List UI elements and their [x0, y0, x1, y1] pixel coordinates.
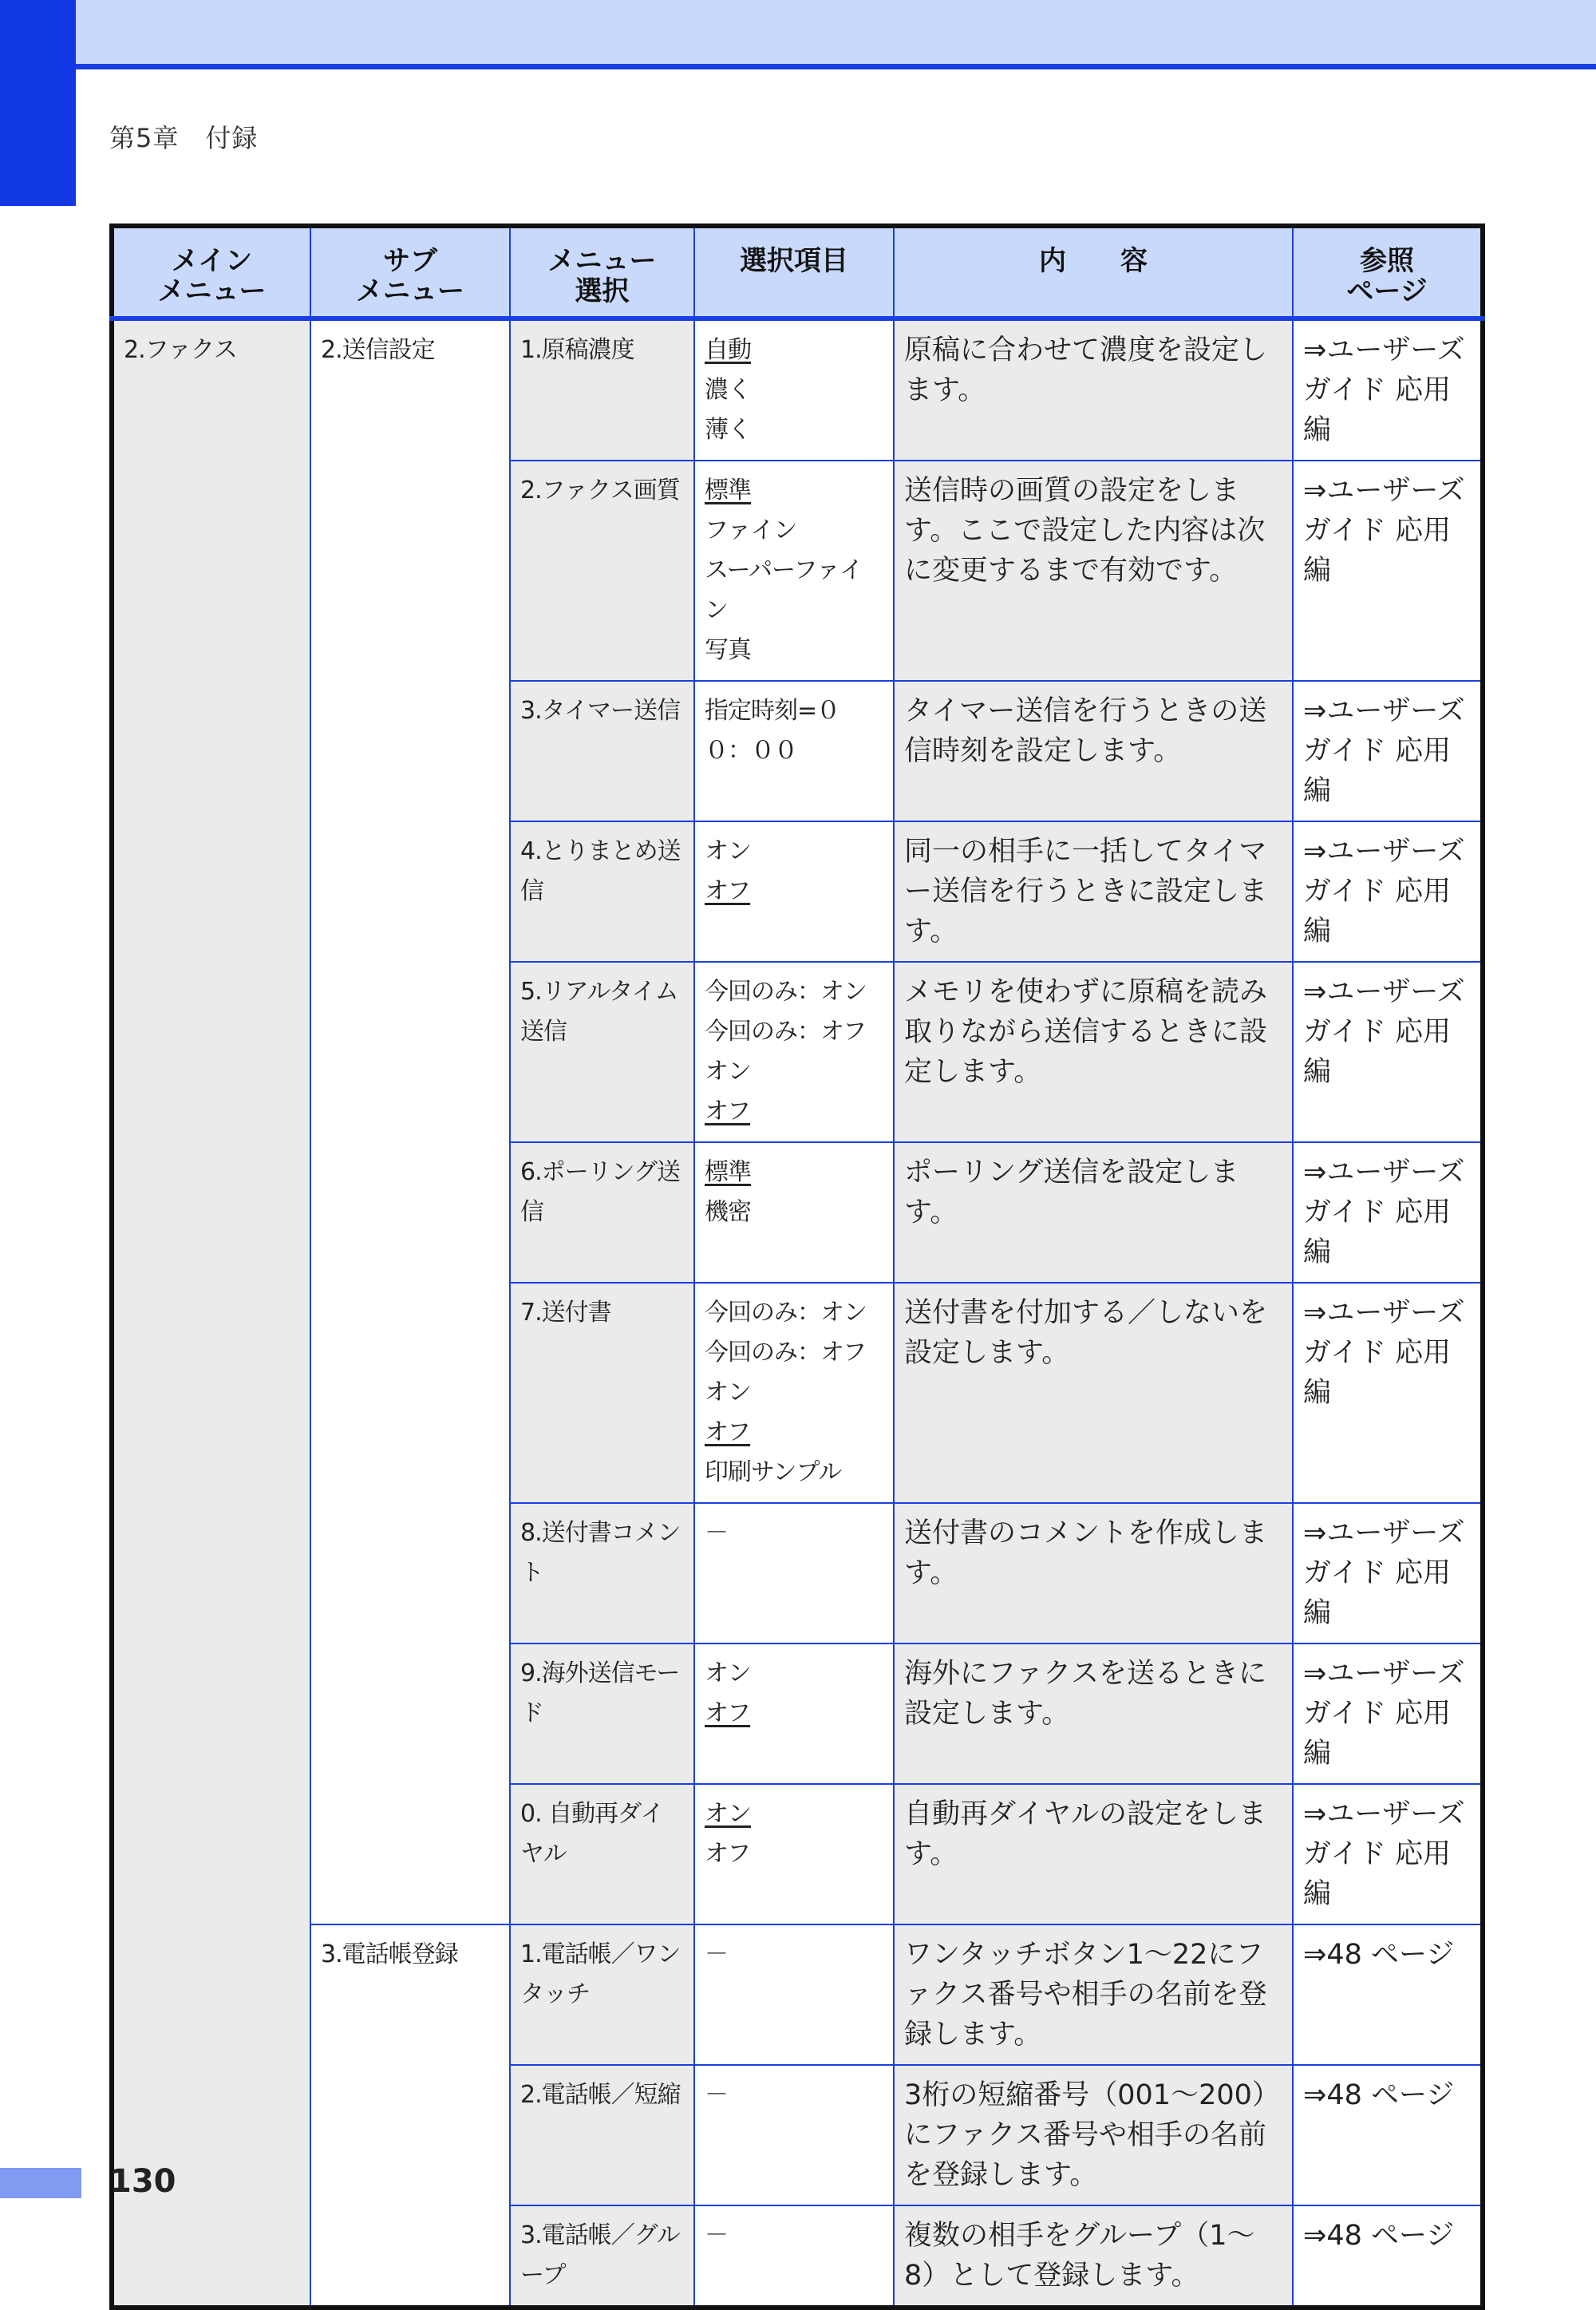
header-main-menu: メイン メニュー [112, 226, 310, 318]
option-item: 印刷サンプル [705, 1458, 842, 1486]
option-item: － [705, 1940, 728, 1968]
option-item: 今回のみ：オン [705, 978, 867, 1006]
table-row [112, 318, 1483, 461]
option-item: 今回のみ：オフ [705, 1339, 867, 1367]
reference-cell: ⇒48 ページ [1293, 1924, 1483, 2065]
description-cell: 送付書のコメントを作成します。 [894, 1503, 1293, 1644]
option-item: 指定時刻=００：００ [705, 697, 840, 765]
table-row [112, 1924, 1483, 2065]
description-cell: 3桁の短縮番号（001～200）にファクス番号や相手の名前を登録します。 [894, 2065, 1293, 2205]
description-cell: 送付書を付加する／しないを設定します。 [894, 1283, 1293, 1503]
header-options: 選択項目 [694, 226, 894, 318]
menu-item-cell: 1.原稿濃度 [510, 318, 694, 461]
option-item: 機密 [705, 1198, 751, 1226]
option-item: オン [705, 1659, 751, 1687]
options-cell [694, 962, 894, 1142]
option-item: 今回のみ：オン [705, 1299, 867, 1327]
options-cell [694, 2205, 894, 2308]
header-reference: 参照 ページ [1293, 226, 1483, 318]
options-cell [694, 1142, 894, 1283]
option-item: 標準 [705, 1158, 751, 1186]
header-content: 内 容 [894, 226, 1293, 318]
header-menu-select: メニュー 選択 [510, 226, 694, 318]
option-item: 今回のみ：オフ [705, 1018, 867, 1046]
option-item: オフ [705, 1840, 751, 1868]
option-item: スーパーファイン [705, 556, 863, 624]
sub-menu-cell: 2.送信設定 [310, 318, 510, 1924]
description-cell: 海外にファクスを送るときに設定します。 [894, 1644, 1293, 1784]
option-item: オフ [705, 1418, 751, 1446]
header-sub-menu: サブ メニュー [310, 226, 510, 318]
options-cell [694, 681, 894, 821]
menu-item-cell: 8.送付書コメント [510, 1503, 694, 1644]
option-item: オフ [705, 877, 751, 905]
option-item: オフ [705, 1098, 751, 1125]
reference-cell: ⇒48 ページ [1293, 2065, 1483, 2205]
chapter-title: 第5章 付録 [109, 123, 259, 153]
description-cell: 送信時の画質の設定をします。ここで設定した内容は次に変更するまで有効です。 [894, 461, 1293, 681]
header-band [0, 0, 1596, 69]
menu-item-cell: 7.送付書 [510, 1283, 694, 1503]
option-item: 薄く [705, 416, 751, 444]
reference-cell: ⇒ユーザーズガイド 応用編 [1293, 1784, 1483, 1924]
option-item: オン [705, 1058, 751, 1086]
description-cell: ポーリング送信を設定します。 [894, 1142, 1293, 1283]
menu-item-cell: 1.電話帳／ワンタッチ [510, 1924, 694, 2065]
option-item: 自動 [705, 336, 751, 364]
option-item: ファイン [705, 516, 797, 544]
page-number: 130 [109, 2163, 176, 2200]
description-cell: 自動再ダイヤルの設定をします。 [894, 1784, 1293, 1924]
description-cell: タイマー送信を行うときの送信時刻を設定します。 [894, 681, 1293, 821]
description-cell: 複数の相手をグループ（1～8）として登録します。 [894, 2205, 1293, 2308]
reference-cell: ⇒ユーザーズガイド 応用編 [1293, 318, 1483, 461]
options-cell [694, 1784, 894, 1924]
menu-item-cell: 2.電話帳／短縮 [510, 2065, 694, 2205]
option-item: オン [705, 1800, 751, 1828]
option-item: － [705, 1519, 728, 1547]
sub-menu-cell: 3.電話帳登録 [310, 1924, 510, 2308]
options-cell [694, 1924, 894, 2065]
option-item: オフ [705, 1699, 751, 1727]
option-item: オン [705, 837, 751, 865]
menu-item-cell: 9.海外送信モード [510, 1644, 694, 1784]
reference-cell: ⇒ユーザーズガイド 応用編 [1293, 681, 1483, 821]
menu-item-cell: 5.リアルタイム送信 [510, 962, 694, 1142]
table-header-row [112, 226, 1483, 318]
option-item: － [705, 2081, 728, 2109]
main-menu-cell: 2.ファクス [112, 318, 310, 2308]
menu-item-cell: 6.ポーリング送信 [510, 1142, 694, 1283]
description-cell: ワンタッチボタン1～22にファクス番号や相手の名前を登録します。 [894, 1924, 1293, 2065]
option-item: 標準 [705, 477, 751, 504]
option-item: オン [705, 1378, 751, 1406]
menu-table [109, 223, 1485, 2310]
reference-cell: ⇒48 ページ [1293, 2205, 1483, 2308]
menu-item-cell: 3.電話帳／グループ [510, 2205, 694, 2308]
options-cell [694, 1503, 894, 1644]
option-item: － [705, 2221, 728, 2249]
options-cell [694, 318, 894, 461]
reference-cell: ⇒ユーザーズガイド 応用編 [1293, 1142, 1483, 1283]
options-cell [694, 2065, 894, 2205]
description-cell: 同一の相手に一括してタイマー送信を行うときに設定します。 [894, 821, 1293, 962]
page-bar [0, 2168, 81, 2198]
menu-item-cell: 4.とりまとめ送信 [510, 821, 694, 962]
options-cell [694, 461, 894, 681]
chapter-tab [0, 0, 76, 206]
menu-item-cell: 3.タイマー送信 [510, 681, 694, 821]
description-cell: 原稿に合わせて濃度を設定します。 [894, 318, 1293, 461]
menu-item-cell: 2.ファクス画質 [510, 461, 694, 681]
options-cell [694, 821, 894, 962]
reference-cell: ⇒ユーザーズガイド 応用編 [1293, 962, 1483, 1142]
options-cell [694, 1283, 894, 1503]
reference-cell: ⇒ユーザーズガイド 応用編 [1293, 1644, 1483, 1784]
reference-cell: ⇒ユーザーズガイド 応用編 [1293, 1283, 1483, 1503]
option-item: 写真 [705, 636, 751, 664]
options-cell [694, 1644, 894, 1784]
option-item: 濃く [705, 376, 751, 404]
description-cell: メモリを使わずに原稿を読み取りながら送信するときに設定します。 [894, 962, 1293, 1142]
reference-cell: ⇒ユーザーズガイド 応用編 [1293, 461, 1483, 681]
menu-item-cell: 0. 自動再ダイヤル [510, 1784, 694, 1924]
reference-cell: ⇒ユーザーズガイド 応用編 [1293, 1503, 1483, 1644]
reference-cell: ⇒ユーザーズガイド 応用編 [1293, 821, 1483, 962]
